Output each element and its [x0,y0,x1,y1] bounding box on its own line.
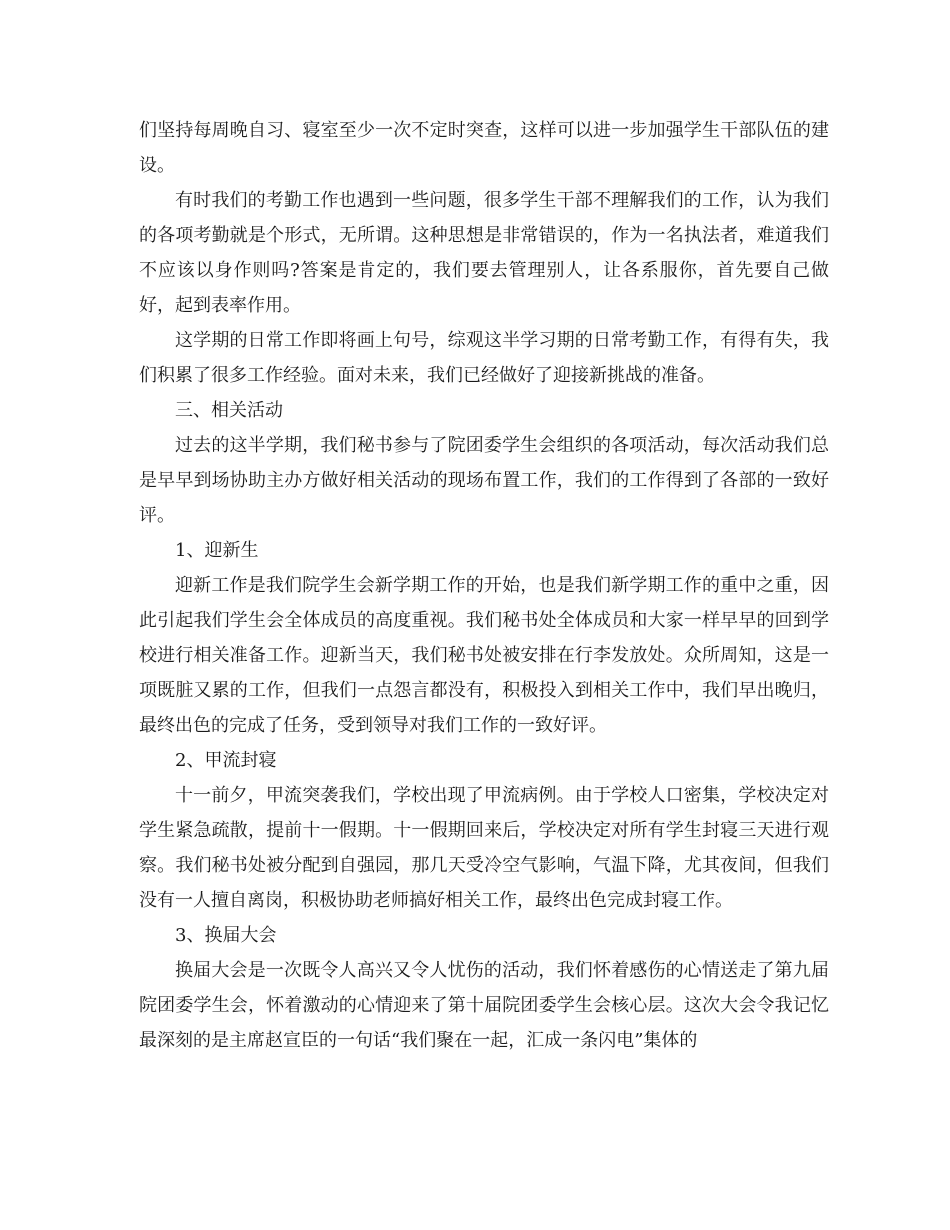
section-heading-activities: 三、相关活动 [175,400,283,421]
paragraph-flu-lockdown: 十一前夕，甲流突袭我们，学校出现了甲流病例。由于学校人口密集，学校决定对学生紧急疏散，提前十一假期。十一假期回来后，学校决定对所有学生封寝三天进行观察。我们秘书处被分配到自强园，那几天受冷空气影响，气温下降，尤其夜间，但我们没有一人擅自离岗，积极协助老师搞好相关工作，最终出色完成封寝工作。 [139,785,829,911]
subheading-election-meeting: 3、换届大会 [175,925,277,946]
paragraph-welcome-freshmen: 迎新工作是我们院学生会新学期工作的开始，也是我们新学期工作的重中之重，因此引起我们学生会全体成员的高度重视。我们秘书处全体成员和大家一样早早的回到学校进行相关准备工作。迎新当天，我们秘书处被安排在行李发放处。众所周知，这是一项既脏又累的工作，但我们一点怨言都没有，积极投入到相关工作中，我们早出晚归，最终出色的完成了任务，受到领导对我们工作的一致好评。 [139,575,829,736]
subheading-flu-lockdown: 2、甲流封寝 [175,750,277,771]
document-body [139,113,829,1058]
paragraph-semester-summary: 这学期的日常工作即将画上句号，综观这半学习期的日常考勤工作，有得有失，我们积累了很多工作经验。面对未来，我们已经做好了迎接新挑战的准备。 [139,330,829,386]
subheading-welcome-freshmen: 1、迎新生 [175,540,259,561]
paragraph-activities-intro: 过去的这半学期，我们秘书参与了院团委学生会组织的各项活动，每次活动我们总是早早到场协助主办方做好相关活动的现场布置工作，我们的工作得到了各部的一致好评。 [139,435,829,526]
paragraph-continuation: 们坚持每周晚自习、寝室至少一次不定时突查，这样可以进一步加强学生干部队伍的建设。 [139,120,829,176]
paragraph-attendance-issues: 有时我们的考勤工作也遇到一些问题，很多学生干部不理解我们的工作，认为我们的各项考勤就是个形式，无所谓。这种思想是非常错误的，作为一名执法者，难道我们不应该以身作则吗?答案是肯定的，我们要去管理别人，让各系服你，首先要自己做好，起到表率作用。 [139,190,829,316]
paragraph-election-meeting: 换届大会是一次既令人高兴又令人忧伤的活动，我们怀着感伤的心情送走了第九届院团委学生会，怀着激动的心情迎来了第十届院团委学生会核心层。这次大会令我记忆最深刻的是主席赵宣臣的一句话“我们聚在一起，汇成一条闪电”集体的 [139,960,829,1051]
